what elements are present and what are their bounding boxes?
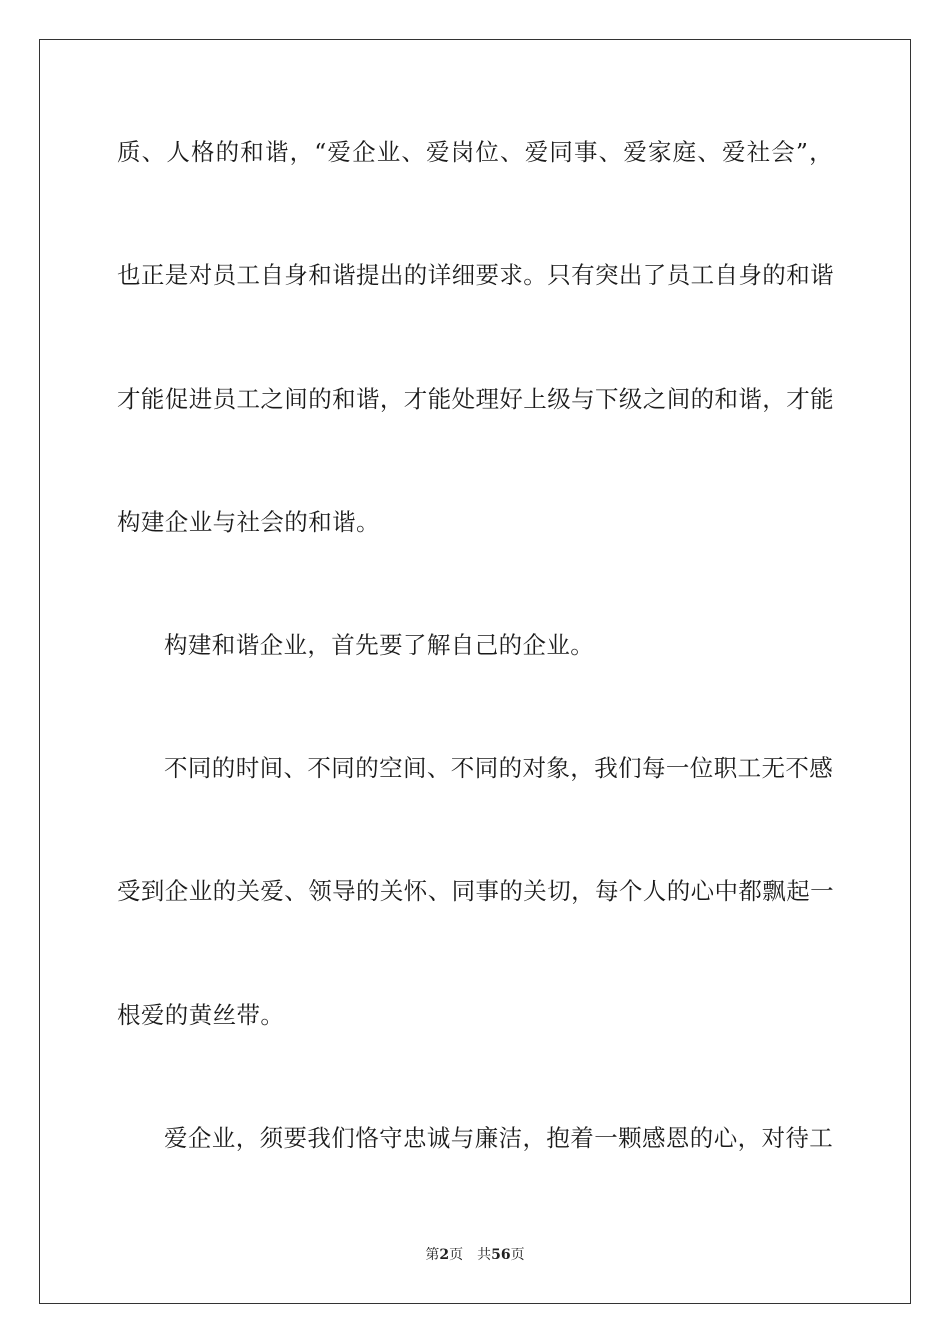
paragraph-first-line: 构建和谐企业，首先要了解自己的企业。 [164, 631, 595, 659]
text-line: 受到企业的关爱、领导的关怀、同事的关切，每个人的心中都飘起一 [117, 877, 834, 905]
page-number-label: 第2页 [425, 1247, 464, 1263]
text-line: 才能促进员工之间的和谐，才能处理好上级与下级之间的和谐，才能 [117, 385, 834, 413]
paragraph-first-line: 爱企业，须要我们恪守忠诚与廉洁，抱着一颗感恩的心，对待工 [164, 1124, 834, 1152]
total-pages-label: 共56页 [477, 1247, 525, 1263]
text-line: 也正是对员工自身和谐提出的详细要求。只有突出了员工自身的和谐 [117, 261, 834, 289]
text-line: 质、人格的和谐，“爱企业、爱岗位、爱同事、爱家庭、爱社会”， [117, 138, 833, 166]
page-footer [0, 1246, 950, 1264]
text-line: 根爱的黄丝带。 [117, 1001, 285, 1029]
text-line: 构建企业与社会的和谐。 [117, 508, 380, 536]
paragraph-first-line: 不同的时间、不同的空间、不同的对象，我们每一位职工无不感 [164, 754, 834, 782]
page-border [39, 39, 911, 1304]
